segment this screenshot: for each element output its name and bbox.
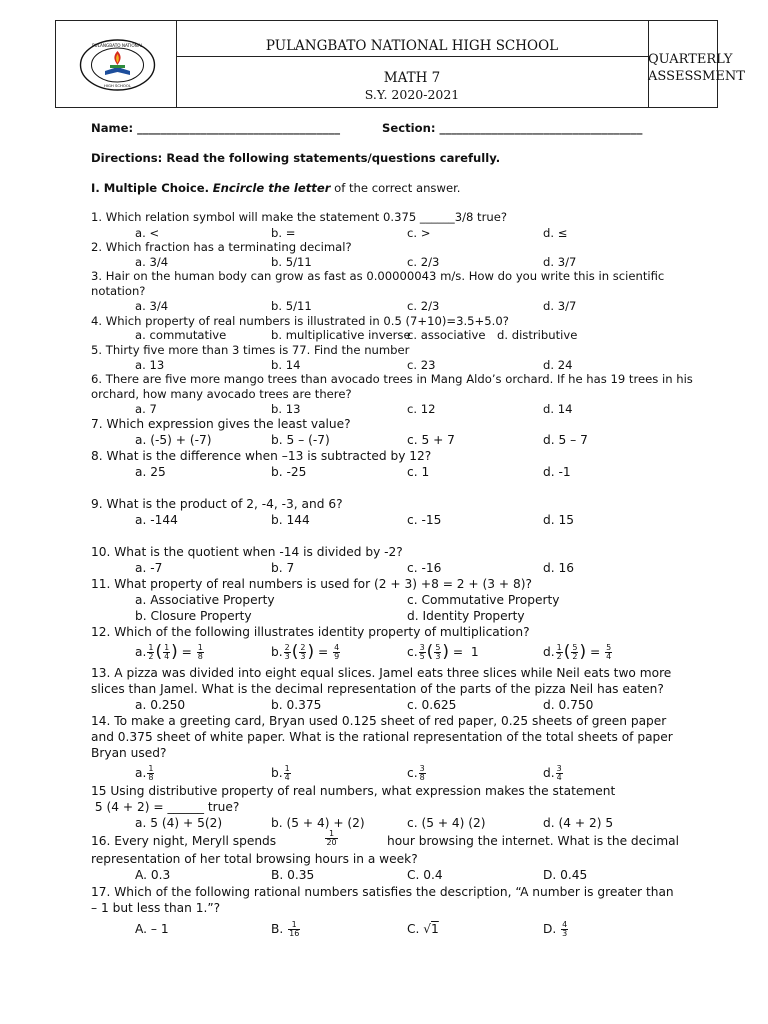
fraction: $\frac{2}{3}$ xyxy=(300,643,306,661)
school-name: PULANGBATO NATIONAL HIGH SCHOOL xyxy=(265,38,559,54)
choice[interactable]: d. Identity Property xyxy=(407,609,525,623)
fraction: $\frac{3}{5}$ xyxy=(419,643,425,661)
choice-12b[interactable]: b. $\frac{2}{3}$ ( $\frac{2}{3}$ ) = $\frac{4}{9}$ xyxy=(271,642,340,662)
header-table xyxy=(55,20,745,108)
choice[interactable]: c. -15 xyxy=(407,513,442,527)
choice[interactable]: b. 5/11 xyxy=(271,299,312,313)
question-12: 12. Which of the following illustrates identity property of multiplication? xyxy=(91,625,530,639)
question-13: 13. A pizza was divided into eight equal slices. Jamel eats three slices while Neil eats two more xyxy=(91,666,672,680)
question-11: 11. What property of real numbers is used for (2 + 3) +8 = 2 + (3 + 8)? xyxy=(91,577,532,591)
choice[interactable]: d. ≤ xyxy=(543,226,568,240)
choice[interactable]: a. -144 xyxy=(135,513,178,527)
question-16-cont: representation of her total browsing hours in a week? xyxy=(91,852,418,866)
question-3: 3. Hair on the human body can grow as fast as 0.00000043 m/s. How do you write this in scientific xyxy=(91,269,665,283)
part1-instruction: of the correct answer. xyxy=(334,181,461,195)
assessment-type xyxy=(648,21,745,107)
fraction: $\frac{2}{3}$ xyxy=(284,643,290,661)
choice[interactable]: c. 12 xyxy=(407,402,436,416)
choice[interactable]: D. 0.45 xyxy=(543,868,588,882)
choice[interactable]: c. Commutative Property xyxy=(407,593,560,607)
choice[interactable]: a. 3/4 xyxy=(135,255,169,269)
header-divider xyxy=(176,56,648,57)
svg-text:HIGH SCHOOL: HIGH SCHOOL xyxy=(104,83,131,88)
choice[interactable]: C. 0.4 xyxy=(407,868,443,882)
question-17-cont: – 1 but less than 1.”? xyxy=(91,901,221,915)
choice[interactable]: a. 13 xyxy=(135,358,165,372)
choice-label: a. xyxy=(135,645,147,659)
fraction: $\frac{1}{4}$ xyxy=(164,643,170,661)
choice[interactable]: c. 2/3 xyxy=(407,299,440,313)
choice[interactable]: c. 0.625 xyxy=(407,698,457,712)
choice[interactable]: d. (4 + 2) 5 xyxy=(543,816,614,830)
sqrt-value: 1 xyxy=(431,922,439,936)
question-13-cont: slices than Jamel. What is the decimal representation of the parts of the pizza Neil has eaten? xyxy=(91,682,664,696)
choice[interactable]: a. 7 xyxy=(135,402,157,416)
choice[interactable]: b. 0.375 xyxy=(271,698,322,712)
choice-14b[interactable]: b. $\frac{1}{4}$ xyxy=(271,764,290,782)
choice[interactable]: d. 5 – 7 xyxy=(543,433,588,447)
choice-12d[interactable]: d. $\frac{1}{2}$ ( $\frac{5}{2}$ ) = $\frac{5}{4}$ xyxy=(543,642,612,662)
part1-title: I. Multiple Choice. xyxy=(91,181,210,195)
fraction: $\frac{3}{8}$ xyxy=(419,764,425,782)
choice[interactable]: b. (5 + 4) + (2) xyxy=(271,816,365,830)
choice-17d[interactable]: D. $\frac{4}{3}$ xyxy=(543,920,568,938)
logo-cell xyxy=(56,21,177,107)
choice-17a[interactable]: A. – 1 xyxy=(135,922,169,936)
choice[interactable]: d. 24 xyxy=(543,358,573,372)
choice[interactable]: b. = xyxy=(271,226,296,240)
part1-heading xyxy=(91,181,460,196)
fraction: $\frac{5}{2}$ xyxy=(572,643,578,661)
choice[interactable]: a. 5 (4) + 5(2) xyxy=(135,816,223,830)
choice-17b[interactable]: B. $\frac{1}{16}$ xyxy=(271,920,300,938)
svg-text:PULANGBATO NATIONAL: PULANGBATO NATIONAL xyxy=(92,43,143,48)
choice[interactable]: a. 3/4 xyxy=(135,299,169,313)
choice[interactable]: d. 0.750 xyxy=(543,698,594,712)
choice-label: b. xyxy=(271,645,283,659)
part1-instruction-em: Encircle the letter xyxy=(212,181,331,195)
question-14-cont2: Bryan used? xyxy=(91,746,167,760)
fraction: $\frac{3}{4}$ xyxy=(556,764,562,782)
choice[interactable]: a. 0.250 xyxy=(135,698,186,712)
directions: Directions: Read the following statements/questions carefully. xyxy=(91,151,501,165)
choice[interactable]: d. 14 xyxy=(543,402,573,416)
choice[interactable]: a. (-5) + (-7) xyxy=(135,433,212,447)
choice[interactable]: d. -1 xyxy=(543,465,571,479)
choice[interactable]: b. 14 xyxy=(271,358,301,372)
choice[interactable]: b. 144 xyxy=(271,513,310,527)
choice[interactable]: b. 7 xyxy=(271,561,295,575)
fraction: $\frac{1}{8}$ xyxy=(197,643,203,661)
question-3-cont: notation? xyxy=(91,284,146,298)
choice-14d[interactable]: d. $\frac{3}{4}$ xyxy=(543,764,562,782)
fraction: $\frac{5}{4}$ xyxy=(606,643,612,661)
school-seal-icon xyxy=(79,39,156,91)
choice[interactable]: c. associative xyxy=(407,328,486,342)
choice[interactable]: c. 1 xyxy=(407,465,430,479)
question-10: 10. What is the quotient when -14 is divided by -2? xyxy=(91,545,403,559)
choice[interactable]: A. 0.3 xyxy=(135,868,171,882)
choice-label: d. xyxy=(543,645,555,659)
choice[interactable]: b. 5/11 xyxy=(271,255,312,269)
choice[interactable]: b. Closure Property xyxy=(135,609,252,623)
choice[interactable]: c. 23 xyxy=(407,358,436,372)
question-16: 16. Every night, Meryll spends $\frac{1}{20}$ hour browsing the internet. What is the decimal xyxy=(91,830,679,852)
choice[interactable]: a. -7 xyxy=(135,561,163,575)
question-5: 5. Thirty five more than 3 times is 77. Find the number xyxy=(91,343,410,357)
question-15-cont: 5 (4 + 2) = ______ true? xyxy=(91,800,240,814)
choice[interactable]: b. 5 – (-7) xyxy=(271,433,330,447)
choice-14c[interactable]: c. $\frac{3}{8}$ xyxy=(407,764,425,782)
choice[interactable]: b. -25 xyxy=(271,465,307,479)
fraction: $\frac{4}{9}$ xyxy=(334,643,340,661)
fraction: $\frac{1}{8}$ xyxy=(148,764,154,782)
choice-17c[interactable]: C. √1 xyxy=(407,922,439,936)
choice[interactable]: d. 3/7 xyxy=(543,255,577,269)
fraction: $\frac{1}{2}$ xyxy=(148,643,154,661)
question-1: 1. Which relation symbol will make the statement 0.375 ______3/8 true? xyxy=(91,210,507,224)
choice[interactable]: d. distributive xyxy=(497,328,578,342)
question-6: 6. There are five more mango trees than avocado trees in Mang Aldo’s orchard. If he has 19 trees in his xyxy=(91,372,693,386)
question-8: 8. What is the difference when –13 is subtracted by 12? xyxy=(91,449,432,463)
choice[interactable]: a. commutative xyxy=(135,328,227,342)
header-center xyxy=(176,21,649,107)
question-4: 4. Which property of real numbers is illustrated in 0.5 (7+10)=3.5+5.0? xyxy=(91,314,509,328)
choice[interactable]: d. 3/7 xyxy=(543,299,577,313)
question-14: 14. To make a greeting card, Bryan used 0.125 sheet of red paper, 0.25 sheets of green paper xyxy=(91,714,667,728)
question-14-cont: and 0.375 sheet of white paper. What is the rational representation of the total sheets of paper xyxy=(91,730,673,744)
question-17: 17. Which of the following rational numbers satisfies the description, “A number is greater than xyxy=(91,885,674,899)
question-7: 7. Which expression gives the least value? xyxy=(91,417,351,431)
fraction: $\frac{1}{2}$ xyxy=(556,643,562,661)
choice-12a[interactable]: a. $\frac{1}{2}$ ( $\frac{1}{4}$ ) = $\frac{1}{8}$ xyxy=(135,642,203,662)
school-year: S.Y. 2020-2021 xyxy=(364,87,460,102)
choice[interactable]: a. 25 xyxy=(135,465,166,479)
choice[interactable]: B. 0.35 xyxy=(271,868,315,882)
choice[interactable]: c. 5 + 7 xyxy=(407,433,455,447)
choice[interactable]: c. > xyxy=(407,226,431,240)
section-field[interactable]: Section: ___________________________________ xyxy=(382,121,643,135)
subject-title: MATH 7 xyxy=(383,70,441,86)
assessment-line-2: ASSESSMENT xyxy=(648,69,745,84)
assessment-line-1: QUARTERLY xyxy=(648,52,733,67)
fraction: $\frac{1}{4}$ xyxy=(284,764,290,782)
question-2: 2. Which fraction has a terminating decimal? xyxy=(91,240,352,254)
choice[interactable]: b. 13 xyxy=(271,402,301,416)
choice[interactable]: d. 16 xyxy=(543,561,574,575)
fraction: $\frac{4}{3}$ xyxy=(562,920,568,938)
choice[interactable]: d. 15 xyxy=(543,513,574,527)
name-field[interactable]: Name: ___________________________________ xyxy=(91,121,341,135)
choice[interactable]: a. Associative Property xyxy=(135,593,275,607)
question-9: 9. What is the product of 2, -4, -3, and 6? xyxy=(91,497,343,511)
choice-14a[interactable]: a. $\frac{1}{8}$ xyxy=(135,764,154,782)
choice-label: c. xyxy=(407,645,418,659)
fraction: $\frac{1}{20}$ xyxy=(326,829,337,847)
choice[interactable]: c. 2/3 xyxy=(407,255,440,269)
choice-12c[interactable]: c. $\frac{3}{5}$ ( $\frac{5}{3}$ ) = 1 xyxy=(407,642,479,662)
fraction: $\frac{5}{3}$ xyxy=(435,643,441,661)
fraction: $\frac{1}{16}$ xyxy=(289,920,300,938)
choice[interactable]: b. multiplicative inverse xyxy=(271,328,411,342)
choice[interactable]: c. -16 xyxy=(407,561,442,575)
choice[interactable]: c. (5 + 4) (2) xyxy=(407,816,486,830)
choice[interactable]: a. < xyxy=(135,226,160,240)
question-15: 15 Using distributive property of real numbers, what expression makes the statement xyxy=(91,784,616,798)
question-6-cont: orchard, how many avocado trees are there? xyxy=(91,387,352,401)
